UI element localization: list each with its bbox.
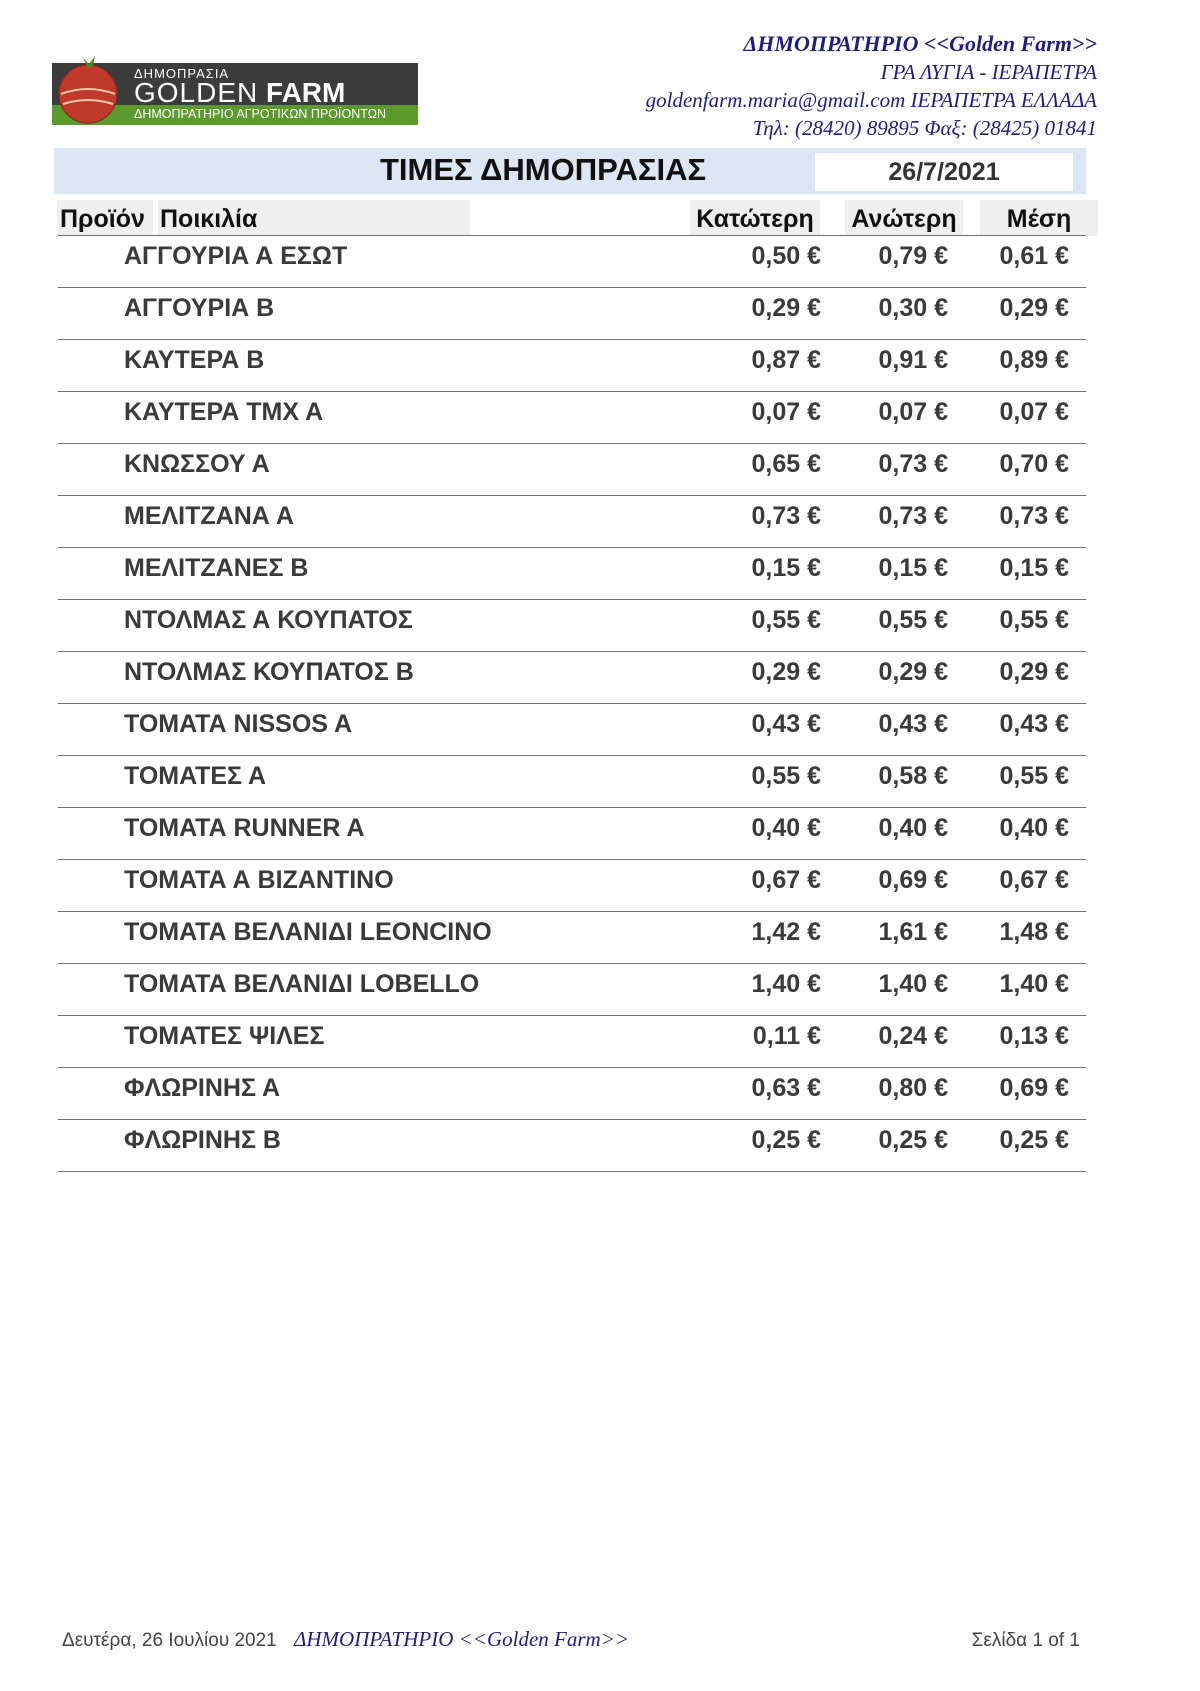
table-row [58, 859, 1086, 911]
table-row [58, 807, 1086, 859]
row-variety: ΝΤΟΛΜΑΣ Α ΚΟΥΠΑΤΟΣ [124, 606, 413, 634]
row-variety: ΤΟΜΑΤΕΣ ΨΙΛΕΣ [124, 1022, 325, 1050]
logo-subtitle: ΔΗΜΟΠΡΑΤΗΡΙΟ ΑΓΡΟΤΙΚΩΝ ΠΡΟΪΟΝΤΩΝ [134, 107, 387, 121]
table-row [58, 599, 1086, 651]
row-avg-price: 0,89 € [999, 346, 1069, 374]
row-high-price: 0,80 € [878, 1074, 948, 1102]
logo-brand-farm: FARM [266, 77, 346, 108]
report-title: ΤΙΜΕΣ ΔΗΜΟΠΡΑΣΙΑΣ [380, 152, 707, 187]
table-row [58, 235, 1086, 287]
row-variety: ΤΟΜΑΤΕΣ Α [124, 762, 267, 790]
row-high-price: 0,29 € [878, 658, 948, 686]
row-low-price: 0,63 € [751, 1074, 821, 1102]
row-low-price: 0,87 € [751, 346, 821, 374]
company-email: goldenfarm.maria@gmail.com ΙΕΡΑΠΕΤΡΑ ΕΛΛΑΔΑ [645, 88, 1097, 112]
row-low-price: 0,55 € [751, 606, 821, 634]
company-logo [52, 48, 418, 126]
tomato-icon [53, 54, 123, 124]
row-high-price: 0,73 € [878, 502, 948, 530]
row-variety: ΤΟΜΑΤΑ Α ΒΙΖΑΝΤΙΝΟ [124, 866, 394, 894]
row-high-price: 0,25 € [878, 1126, 948, 1154]
row-avg-price: 0,15 € [999, 554, 1069, 582]
row-variety: ΤΟΜΑΤΑ ΒΕΛΑΝΙΔΙ LOBELLO [124, 970, 480, 998]
row-avg-price: 0,29 € [999, 658, 1069, 686]
row-high-price: 0,07 € [878, 398, 948, 426]
price-table [58, 235, 1086, 1172]
row-low-price: 0,29 € [751, 658, 821, 686]
row-high-price: 0,73 € [878, 450, 948, 478]
row-avg-price: 0,13 € [999, 1022, 1069, 1050]
row-avg-price: 0,25 € [999, 1126, 1069, 1154]
column-header-high: Ανώτερη [845, 200, 963, 236]
row-low-price: 0,73 € [751, 502, 821, 530]
row-variety: ΜΕΛΙΤΖΑΝΑ Α [124, 502, 294, 530]
report-date: 26/7/2021 [815, 153, 1073, 191]
row-low-price: 0,11 € [752, 1022, 821, 1050]
row-low-price: 0,65 € [751, 450, 821, 478]
row-low-price: 1,40 € [751, 970, 821, 998]
row-avg-price: 0,70 € [999, 450, 1069, 478]
row-high-price: 0,15 € [878, 554, 948, 582]
row-avg-price: 1,40 € [999, 970, 1069, 998]
row-high-price: 1,40 € [878, 970, 948, 998]
footer-page-number: Σελίδα 1 of 1 [971, 1630, 1080, 1651]
row-avg-price: 0,69 € [999, 1074, 1069, 1102]
row-avg-price: 0,73 € [999, 502, 1069, 530]
company-header [646, 30, 1097, 142]
table-row [58, 1067, 1086, 1119]
row-high-price: 0,79 € [878, 242, 948, 270]
row-low-price: 0,67 € [751, 866, 821, 894]
row-variety: ΤΟΜΑΤΑ NISSOS A [124, 710, 353, 738]
row-high-price: 0,40 € [878, 814, 948, 842]
row-variety: ΦΛΩΡΙΝΗΣ Α [124, 1074, 281, 1102]
row-high-price: 0,30 € [878, 294, 948, 322]
row-variety: ΤΟΜΑΤΑ ΒΕΛΑΝΙΔΙ LEONCINO [124, 918, 492, 946]
table-row [58, 1015, 1086, 1067]
row-variety: ΑΓΓΟΥΡΙΑ Α ΕΣΩΤ [124, 242, 348, 270]
table-row [58, 755, 1086, 807]
row-avg-price: 0,67 € [999, 866, 1069, 894]
row-low-price: 0,50 € [751, 242, 821, 270]
footer-org: ΔΗΜΟΠΡΑΤΗΡΙΟ <<Golden Farm>> [294, 1627, 630, 1651]
column-header-variety: Ποικιλία [158, 200, 470, 236]
logo-brand [134, 79, 345, 107]
logo-brand-golden: GOLDEN [134, 77, 259, 108]
row-avg-price: 0,40 € [999, 814, 1069, 842]
row-low-price: 0,25 € [751, 1126, 821, 1154]
row-low-price: 0,43 € [751, 710, 821, 738]
row-high-price: 0,91 € [878, 346, 948, 374]
table-row [58, 287, 1086, 339]
column-header-product: Προϊόν [57, 200, 153, 236]
row-low-price: 1,42 € [751, 918, 821, 946]
company-name: ΔΗΜΟΠΡΑΤΗΡΙΟ <<Golden Farm>> [743, 31, 1097, 56]
company-location: ΓΡΑ ΛΥΓΙΑ - ΙΕΡΑΠΕΤΡΑ [880, 60, 1097, 84]
table-row [58, 911, 1086, 963]
row-high-price: 1,61 € [878, 918, 948, 946]
logo-small-text: ΔΗΜΟΠΡΑΣΙΑ [134, 66, 230, 81]
row-variety: ΝΤΟΛΜΑΣ ΚΟΥΠΑΤΟΣ Β [124, 658, 414, 686]
table-row [58, 547, 1086, 599]
row-high-price: 0,55 € [878, 606, 948, 634]
table-row [58, 703, 1086, 755]
row-avg-price: 0,43 € [999, 710, 1069, 738]
row-variety: ΚΑΥΤΕΡΑ ΤΜΧ Α [124, 398, 324, 426]
row-high-price: 0,69 € [878, 866, 948, 894]
table-row [58, 495, 1086, 547]
row-high-price: 0,24 € [878, 1022, 948, 1050]
footer-date: Δευτέρα, 26 Ιουλίου 2021 [62, 1630, 277, 1651]
row-avg-price: 1,48 € [999, 918, 1069, 946]
row-low-price: 0,07 € [751, 398, 821, 426]
row-low-price: 0,29 € [751, 294, 821, 322]
row-avg-price: 0,29 € [999, 294, 1069, 322]
table-row [58, 391, 1086, 443]
row-avg-price: 0,55 € [999, 606, 1069, 634]
row-low-price: 0,15 € [751, 554, 821, 582]
table-row [58, 651, 1086, 703]
row-low-price: 0,40 € [751, 814, 821, 842]
row-avg-price: 0,55 € [999, 762, 1069, 790]
table-row [58, 1119, 1086, 1172]
footer-left [62, 1627, 629, 1652]
table-row [58, 963, 1086, 1015]
row-variety: ΚΝΩΣΣΟΥ Α [124, 450, 270, 478]
row-variety: ΤΟΜΑΤΑ RUNNER A [124, 814, 365, 842]
row-high-price: 0,43 € [878, 710, 948, 738]
column-header-avg: Μέση [980, 200, 1098, 236]
row-variety: ΦΛΩΡΙΝΗΣ Β [124, 1126, 281, 1154]
company-phones: Τηλ: (28420) 89895 Φαξ: (28425) 01841 [752, 116, 1097, 140]
row-variety: ΚΑΥΤΕΡΑ Β [124, 346, 265, 374]
row-low-price: 0,55 € [751, 762, 821, 790]
row-variety: ΜΕΛΙΤΖΑΝΕΣ Β [124, 554, 309, 582]
row-avg-price: 0,61 € [999, 242, 1069, 270]
table-row [58, 443, 1086, 495]
table-row [58, 339, 1086, 391]
column-header-low: Κατώτερη [690, 200, 820, 236]
row-avg-price: 0,07 € [999, 398, 1069, 426]
row-high-price: 0,58 € [878, 762, 948, 790]
row-variety: ΑΓΓΟΥΡΙΑ Β [124, 294, 275, 322]
